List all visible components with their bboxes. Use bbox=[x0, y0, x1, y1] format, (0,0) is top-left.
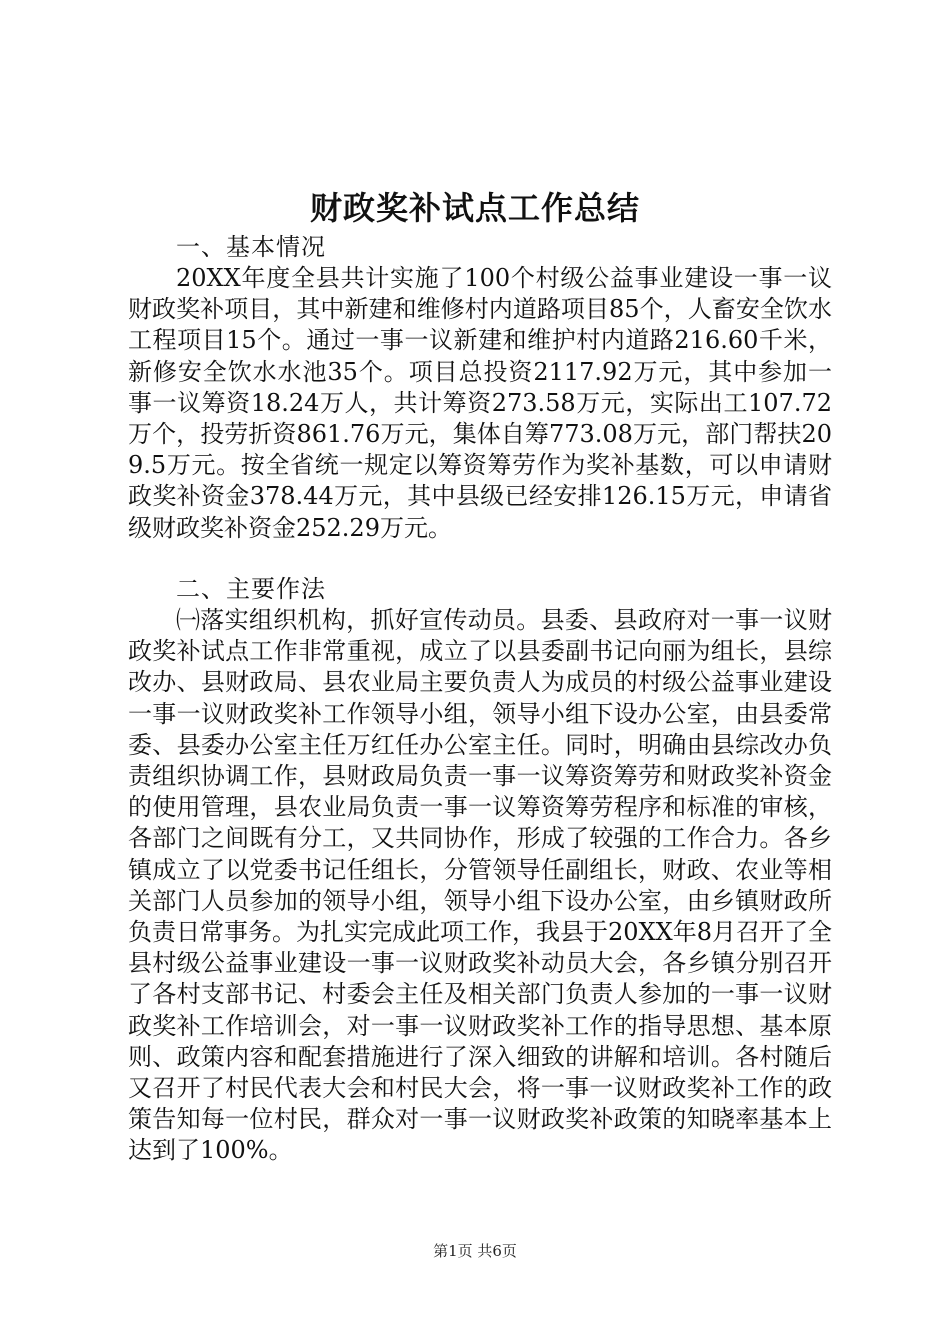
paragraph-basic-situation: 20XX年度全县共计实施了100个村级公益事业建设一事一议财政奖补项目，其中新建和维修村内道路项目85个，人畜安全饮水工程项目15个。通过一事一议新建和维护村内道路216.60千米，新修安全饮水水池35个。项目总投资2117.92万元，其中参加一事一议筹资18.24万人，共计筹资273.58万元，实际出工107.72万个，投劳折资861.76万元，集体自筹773.08万元，部门帮扶209.5万元。按全省统一规定以筹资筹劳作为奖补基数，可以申请财政奖补资金378.44万元，其中县级已经安排126.15万元，申请省级财政奖补资金252.29万元。 bbox=[128, 264, 832, 542]
section-heading-main-practices: 二、主要作法 bbox=[176, 575, 326, 603]
section-heading-basic-situation: 一、基本情况 bbox=[176, 233, 326, 261]
document-title: 财政奖补试点工作总结 bbox=[309, 189, 640, 227]
page-number-footer: 第1页 共6页 bbox=[433, 1242, 517, 1260]
paragraph-main-practices: ㈠落实组织机构，抓好宣传动员。县委、县政府对一事一议财政奖补试点工作非常重视，成立了以县委副书记向丽为组长，县综改办、县财政局、县农业局主要负责人为成员的村级公益事业建设一事一议财政奖补工作领导小组，领导小组下设办公室，由县委常委、县委办公室主任万红任办公室主任。同时，明确由县综改办负责组织协调工作，县财政局负责一事一议筹资筹劳和财政奖补资金的使用管理，县农业局负责一事一议筹资筹劳程序和标准的审核，各部门之间既有分工，又共同协作，形成了较强的工作合力。各乡镇成立了以党委书记任组长，分管领导任副组长，财政、农业等相关部门人员参加的领导小组，领导小组下设办公室，由乡镇财政所负责日常事务。为扎实完成此项工作，我县于20XX年8月召开了全县村级公益事业建设一事一议财政奖补动员大会，各乡镇分别召开了各村支部书记、村委会主任及相关部门负责人参加的一事一议财政奖补工作培训会，对一事一议财政奖补工作的指导思想、基本原则、政策内容和配套措施进行了深入细致的讲解和培训。各村随后又召开了村民代表大会和村民大会，将一事一议财政奖补工作的政策告知每一位村民，群众对一事一议财政奖补政策的知晓率基本上达到了100%。 bbox=[128, 606, 832, 1165]
